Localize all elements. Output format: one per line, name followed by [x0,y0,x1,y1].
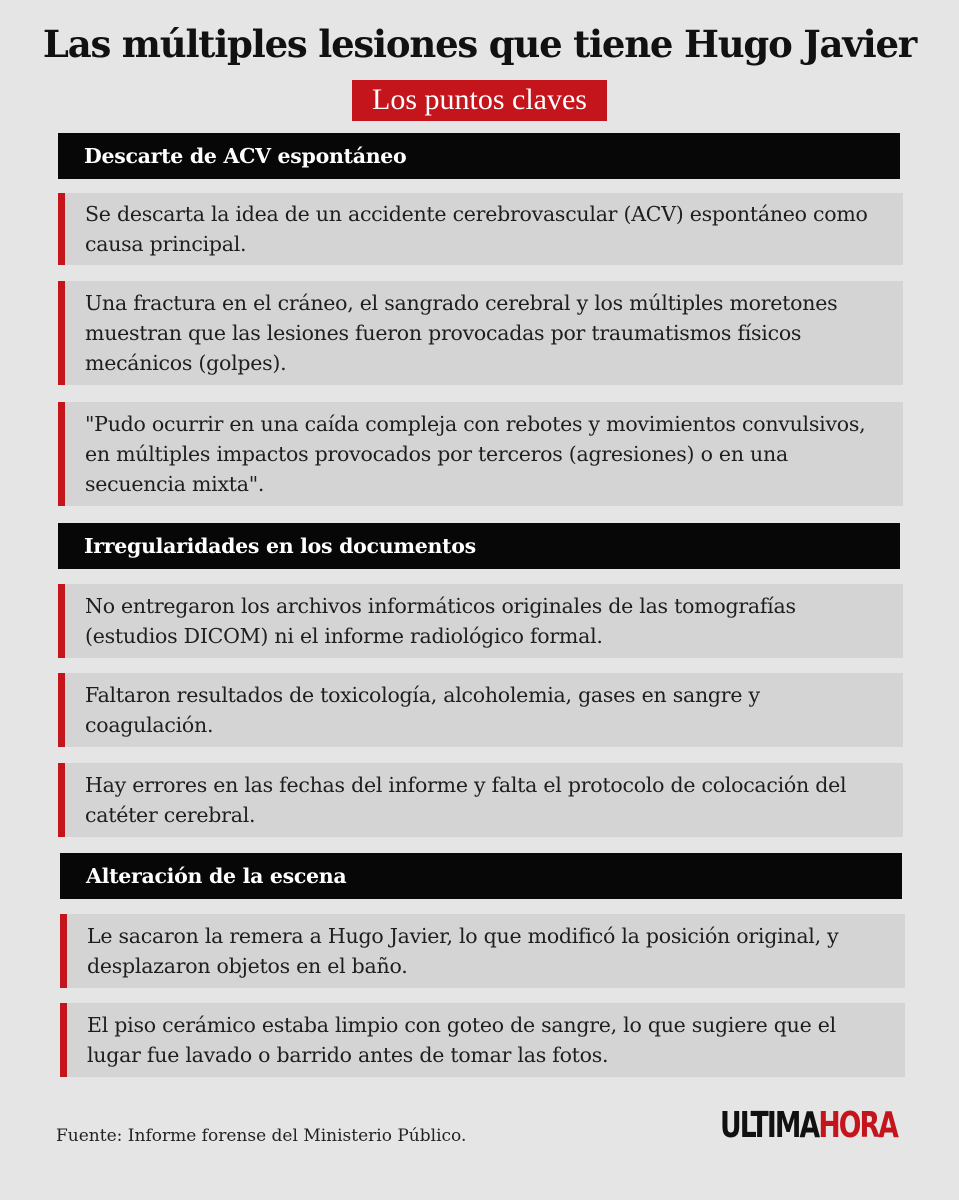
subtitle-container [0,80,959,121]
list-item [58,193,903,265]
list-item [58,763,903,837]
source-note: Fuente: Informe forense del Ministerio Público. [56,1126,467,1146]
list-item [60,914,905,988]
section-header-escena: Alteración de la escena [60,853,902,899]
section-header-acv: Descarte de ACV espontáneo [58,133,900,179]
ultimahora-logo [720,1105,897,1146]
list-item-text: Hay errores en las fechas del informe y falta el protocolo de colocación del catéter cerebral. [85,773,847,827]
list-item-text: Se descarta la idea de un accidente cerebrovascular (ACV) espontáneo como causa principal. [85,202,868,256]
subtitle-badge: Los puntos claves [352,80,607,121]
list-item-text: Faltaron resultados de toxicología, alcoholemia, gases en sangre y coagulación. [85,683,760,737]
section-header-documentos: Irregularidades en los documentos [58,523,900,569]
list-item-text: No entregaron los archivos informáticos originales de las tomografías (estudios DICOM) ni el informe radiológico formal. [85,594,796,648]
list-item-text: El piso cerámico estaba limpio con goteo de sangre, lo que sugiere que el lugar fue lavado o barrido antes de tomar las fotos. [87,1013,836,1067]
list-item-text: "Pudo ocurrir en una caída compleja con rebotes y movimientos convulsivos, en múltiples impactos provocados por terceros (agresiones) o en una secuencia mixta". [85,412,866,496]
list-item-text: Le sacaron la remera a Hugo Javier, lo que modificó la posición original, y desplazaron objetos en el baño. [87,924,839,978]
logo-part-ultima: ULTIMA [720,1105,819,1146]
page-title: Las múltiples lesiones que tiene Hugo Javier [42,22,917,66]
list-item-text: Una fractura en el cráneo, el sangrado cerebral y los múltiples moretones muestran que las lesiones fueron provocadas por traumatismos físicos mecánicos (golpes). [85,291,838,375]
list-item [58,402,903,506]
list-item [58,673,903,747]
list-item [58,584,903,658]
logo-part-hora: HORA [818,1105,897,1146]
list-item [58,281,903,385]
list-item [60,1003,905,1077]
